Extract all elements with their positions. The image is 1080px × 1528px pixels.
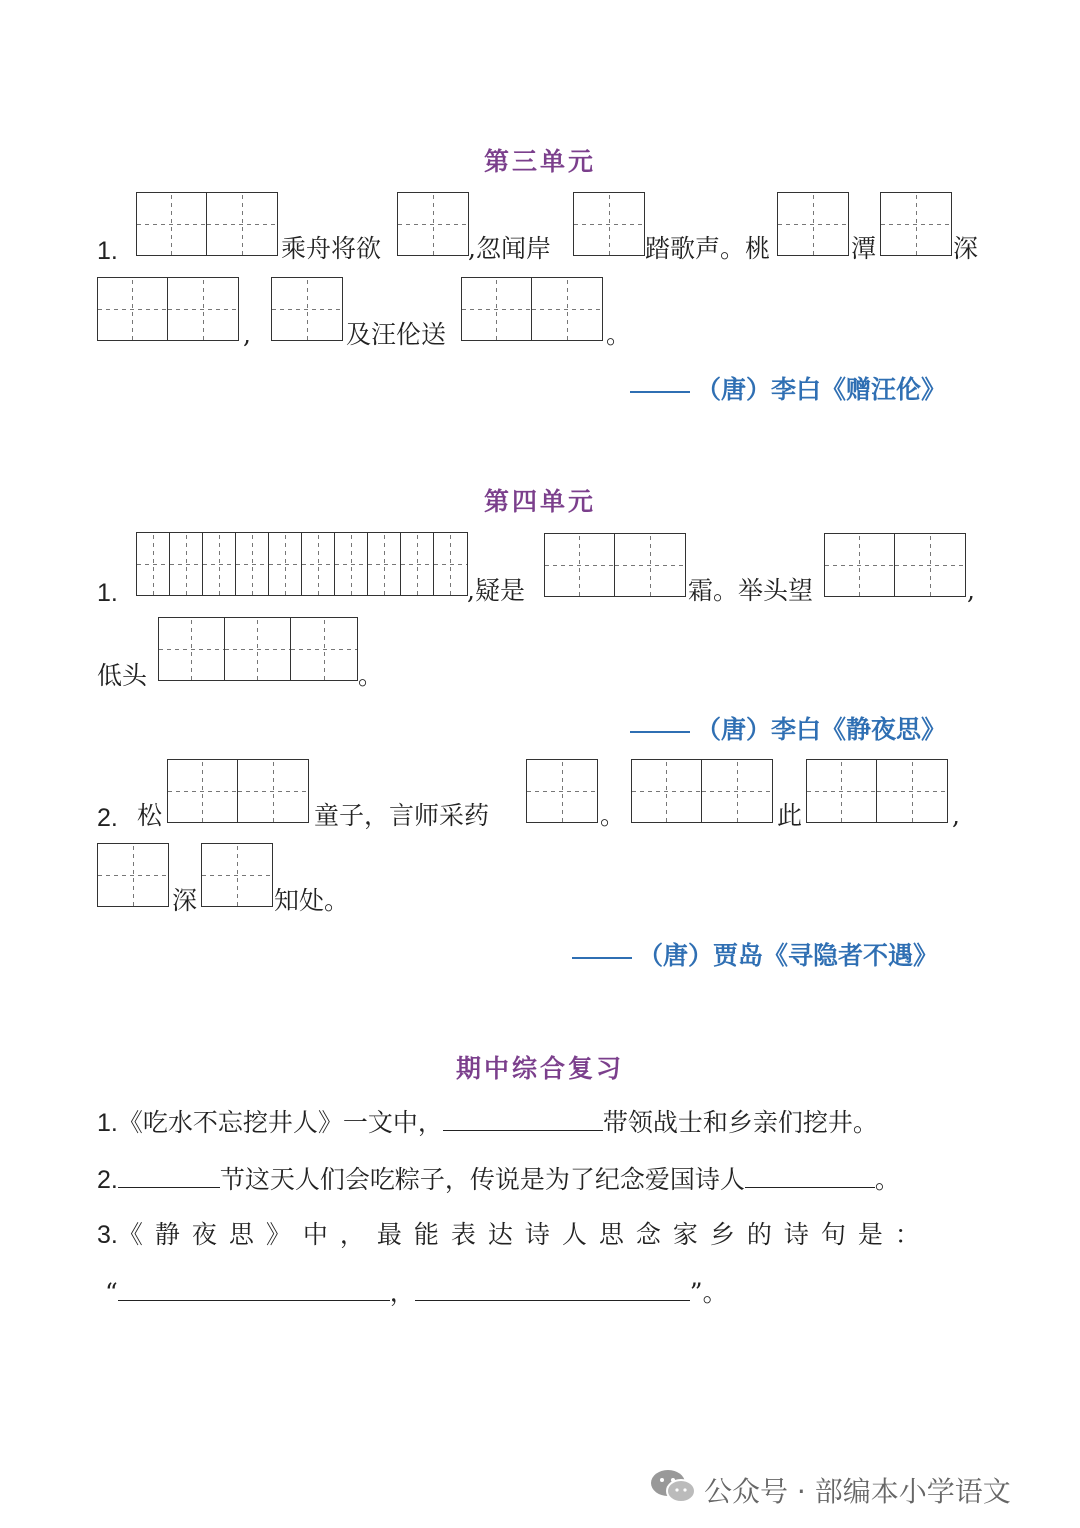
review-q2 xyxy=(97,1163,900,1195)
question-text: 《吃水不忘挖井人》一文中， xyxy=(117,1108,443,1137)
answer-grid[interactable] xyxy=(880,192,952,256)
unit3-title: 第三单元 xyxy=(483,147,596,176)
answer-grid[interactable] xyxy=(526,759,598,823)
dash-line xyxy=(630,731,690,733)
poem-text: , xyxy=(967,576,975,605)
answer-blank[interactable] xyxy=(415,1276,690,1301)
poem-text: 知处。 xyxy=(274,886,350,915)
answer-grid[interactable] xyxy=(777,192,849,256)
poem-text: 踏歌声。桃 xyxy=(645,234,771,263)
source-text: （唐）李白《赠汪伦》 xyxy=(696,375,947,404)
poem-text: 霜。举头望 xyxy=(688,576,814,605)
answer-blank[interactable] xyxy=(118,1163,220,1188)
poem-text: 童子，言师采药 xyxy=(314,801,490,830)
answer-grid[interactable] xyxy=(461,277,603,341)
poem-text: , xyxy=(952,801,960,830)
answer-grid[interactable] xyxy=(158,617,358,681)
answer-grid[interactable] xyxy=(136,192,278,256)
unit4-source2 xyxy=(572,936,938,972)
answer-grid[interactable] xyxy=(573,192,645,256)
answer-blank[interactable] xyxy=(118,1276,390,1301)
question-text: 带领战士和乡亲们挖井。 xyxy=(602,1108,878,1137)
poem-text: 及汪伦送 xyxy=(346,320,447,349)
answer-grid[interactable] xyxy=(544,533,686,597)
unit4-q2-number: 2. xyxy=(97,804,118,832)
watermark-text: 公众号 · 部编本小学语文 xyxy=(704,1475,1011,1508)
poem-text: 深 xyxy=(172,886,198,915)
poem-text: , xyxy=(243,320,251,349)
unit4-source1 xyxy=(630,710,946,746)
answer-blank[interactable] xyxy=(443,1106,603,1131)
review-q3-answer-line xyxy=(105,1276,728,1308)
answer-grid[interactable] xyxy=(97,277,239,341)
review-q3 xyxy=(97,1220,932,1250)
unit4-title: 第四单元 xyxy=(483,487,596,516)
dash-line xyxy=(630,391,690,393)
poem-text: 深 xyxy=(953,234,979,263)
unit4-q1-number: 1. xyxy=(97,579,118,607)
answer-grid[interactable] xyxy=(97,843,169,907)
dash-line xyxy=(572,957,632,959)
poem-text: 此 xyxy=(777,801,803,830)
source-text: （唐）贾岛《寻隐者不遇》 xyxy=(638,941,939,970)
wechat-icon xyxy=(648,1466,700,1510)
poem-text: 。 xyxy=(606,320,632,349)
poem-text: 低头 xyxy=(97,661,148,690)
question-text: 。 xyxy=(874,1165,900,1194)
question-number: 1. xyxy=(97,1109,118,1137)
answer-grid[interactable] xyxy=(201,843,273,907)
question-number: 3. xyxy=(97,1221,118,1249)
review-title: 期中综合复习 xyxy=(455,1054,624,1083)
poem-text: 。 xyxy=(358,661,384,690)
question-number: 2. xyxy=(97,1166,118,1194)
review-q1 xyxy=(97,1106,878,1138)
comma: ， xyxy=(389,1278,415,1307)
answer-grid[interactable] xyxy=(806,759,948,823)
poem-text: 乘舟将欲 xyxy=(281,234,382,263)
question-text: 《静夜思》中，最能表达诗人思念家乡的诗句是： xyxy=(117,1220,932,1249)
answer-grid[interactable] xyxy=(167,759,309,823)
poem-text: 松 xyxy=(137,801,163,830)
poem-text: ,疑是 xyxy=(467,576,525,605)
unit3-q1-number: 1. xyxy=(97,237,118,265)
answer-grid[interactable] xyxy=(271,277,343,341)
unit3-source xyxy=(630,370,946,406)
answer-grid[interactable] xyxy=(136,532,468,596)
answer-grid[interactable] xyxy=(824,533,966,597)
poem-text: 潭 xyxy=(851,234,877,263)
answer-grid[interactable] xyxy=(631,759,773,823)
poem-text: ,忽闻岸 xyxy=(468,234,551,263)
source-text: （唐）李白《静夜思》 xyxy=(696,715,947,744)
quote-open: “ xyxy=(105,1278,118,1307)
question-text: 节这天人们会吃粽子，传说是为了纪念爱国诗人 xyxy=(219,1165,745,1194)
quote-close: ”。 xyxy=(689,1278,728,1307)
poem-text: 。 xyxy=(600,801,626,830)
answer-grid[interactable] xyxy=(397,192,469,256)
answer-blank[interactable] xyxy=(745,1163,875,1188)
